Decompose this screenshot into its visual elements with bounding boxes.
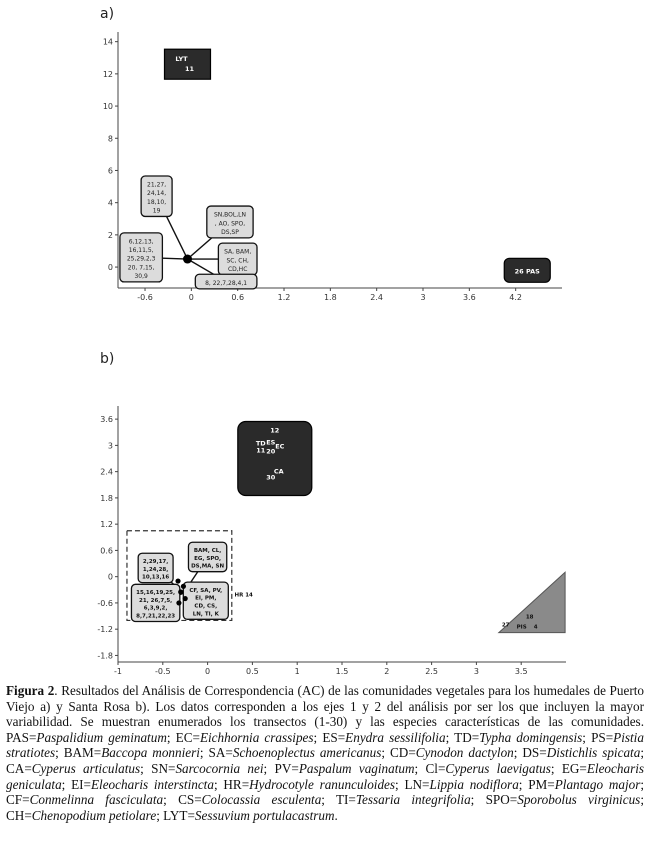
x-tick-label: 3 xyxy=(420,293,426,302)
callout-text: LN, TI, K xyxy=(192,611,219,618)
species-name: Lippia nodiflora xyxy=(429,776,519,792)
species-entry xyxy=(6,761,140,776)
species-entry xyxy=(64,745,200,760)
species-entry xyxy=(176,730,314,745)
callout-text: SC, CH, xyxy=(226,257,249,265)
callout-text: 30,9 xyxy=(134,272,148,280)
group-label: HR 14 xyxy=(234,592,253,599)
species-code: BAM= xyxy=(63,745,102,761)
species-entry xyxy=(426,761,551,776)
species-name: Paspalum vaginatum xyxy=(298,760,415,776)
callout-text: EI, PM, xyxy=(195,595,217,602)
species-entry xyxy=(71,777,214,792)
callout-text: 21,27, xyxy=(147,181,167,189)
callout-text: 15,16,19,25, xyxy=(136,590,176,597)
callout-text: SN,BOL,LN xyxy=(213,211,246,219)
species-code: SN= xyxy=(151,760,176,776)
callout-text: 1,24,28, xyxy=(142,566,169,573)
callout-text: 6,3,9,2, xyxy=(143,605,168,612)
callout-text: EG, SPO, xyxy=(194,555,222,562)
x-tick-label: 2.5 xyxy=(425,667,438,676)
y-tick-label: 1.8 xyxy=(100,493,113,503)
caption-label: Figura 2 xyxy=(6,683,55,698)
group-label: 4 xyxy=(533,624,538,631)
species-name: Hydrocotyle ranunculoides xyxy=(249,776,396,792)
species-code: EC= xyxy=(175,729,200,745)
centroid-point xyxy=(183,255,192,264)
callout-text: 8, 22,7,28,4,1 xyxy=(205,279,248,287)
species-name: Eleocharis geniculata xyxy=(6,760,644,792)
y-tick-label: 14 xyxy=(102,37,113,47)
species-name: Chenopodium petiolare xyxy=(31,807,157,823)
species-code: EI= xyxy=(71,776,91,792)
callout-text: DS,MA, SN xyxy=(191,563,225,570)
species-entry xyxy=(390,745,514,760)
species-name: Cynodon dactylon xyxy=(415,745,514,761)
y-tick-label: 10 xyxy=(102,102,113,112)
species-code: SPO= xyxy=(485,792,518,808)
species-entry xyxy=(275,761,415,776)
species-code: TI= xyxy=(335,792,356,808)
group-label: LYT xyxy=(175,55,188,64)
species-entry xyxy=(522,745,640,760)
species-name: Sarcocornia nei xyxy=(175,760,264,776)
group-label: PIS xyxy=(516,624,527,631)
x-tick-label: 0 xyxy=(205,667,211,676)
callout-text: 19 xyxy=(152,207,161,215)
species-name: Conmelinna fasciculata xyxy=(29,792,164,808)
group-box xyxy=(164,49,210,79)
species-name: Sessuvium portulacastrum xyxy=(194,807,335,823)
y-tick-label: 12 xyxy=(102,69,113,79)
species-entry xyxy=(322,730,445,745)
species-name: Sporobolus virginicus xyxy=(517,792,641,808)
species-legend: PAS=Paspalidium geminatum; EC=Eichhornia crassipes; ES=Enydra sessilifolia; TD=Typha domingensis; PS=Pistia stratiotes; BAM=Baccopa monnieri; SA=Schoenoplectus americanus; CD=Cynodon dactylon; DS=Distichlis spicata; CA=Cyperus articulatus; SN=Sarcocornia nei; PV=Paspalum vaginatum; Cl=Cyperus laevigatus; EG=Eleocharis geniculata; EI=Eleocharis interstincta; HR=Hydrocotyle ranunculoides; LN=Lippia nodiflora; PM=Plantago major; CF=Conmelinna fasciculata; CS=Colocassia esculenta; TI=Tessaria integrifolia; SPO=Sporobolus virginicus; CH=Chenopodium petiolare; LYT=Sessuvium portulacastrum. xyxy=(6,729,644,823)
species-code: CS= xyxy=(178,792,202,808)
callout-text: 8,7,21,22,23 xyxy=(136,613,176,620)
species-entry xyxy=(404,777,518,792)
species-code: CD= xyxy=(390,745,416,761)
species-entry xyxy=(336,792,471,807)
species-name: Pistia stratiotes xyxy=(6,729,644,761)
x-tick-label: -1 xyxy=(114,667,122,676)
x-tick-label: 0 xyxy=(188,293,194,302)
chart-panel-b xyxy=(97,351,566,676)
species-entry xyxy=(209,745,382,760)
group-label: 11 xyxy=(256,446,266,455)
y-tick-label: 3.6 xyxy=(100,415,113,425)
x-tick-label: 2.4 xyxy=(370,293,384,302)
species-code: CA= xyxy=(6,760,32,776)
y-tick-label: 4 xyxy=(107,198,113,208)
species-entry xyxy=(454,730,582,745)
species-entry xyxy=(151,761,263,776)
x-tick-label: -0.5 xyxy=(154,667,171,676)
y-tick-label: 6 xyxy=(107,166,113,176)
species-name: Typha domingensis xyxy=(479,729,583,745)
x-tick-label: -0.6 xyxy=(137,293,153,302)
x-tick-label: 2 xyxy=(384,667,390,676)
species-code: TD= xyxy=(454,729,480,745)
species-name: Baccopa monnieri xyxy=(101,745,200,761)
group-label: ES xyxy=(266,438,276,447)
species-name: Schoenoplectus americanus xyxy=(232,745,382,761)
group-label: TD xyxy=(255,439,266,448)
callout-text: 6,12,13, xyxy=(128,238,154,246)
species-entry xyxy=(6,730,167,745)
species-name: Plantago major xyxy=(554,776,641,792)
species-entry xyxy=(6,792,163,807)
transect-point xyxy=(178,589,183,594)
chart-panel-a xyxy=(100,6,562,302)
species-code: PS= xyxy=(591,729,614,745)
group-label: 12 xyxy=(270,426,280,435)
species-name: Eichhornia crassipes xyxy=(199,729,314,745)
callout-text: 2,29,17, xyxy=(142,559,169,566)
x-tick-label: 0.6 xyxy=(231,293,245,302)
y-tick-label: -0.6 xyxy=(97,598,113,608)
panel-label: a) xyxy=(100,6,115,22)
x-tick-label: 4.2 xyxy=(509,293,523,302)
callout-text: 25,29,2,3 xyxy=(126,255,156,263)
x-tick-label: 1.8 xyxy=(323,293,337,302)
panel-label: b) xyxy=(100,351,115,367)
species-entry xyxy=(486,792,641,807)
figure-caption xyxy=(6,683,644,823)
y-tick-label: 0.6 xyxy=(100,546,113,556)
transect-point xyxy=(181,584,186,589)
callout-text: 10,13,16 xyxy=(142,574,170,581)
callout-text: CD, CS, xyxy=(194,603,218,610)
callout-text: 18,10, xyxy=(147,198,167,206)
callout-text: CD,HC xyxy=(227,265,248,273)
y-tick-label: 0 xyxy=(107,572,113,582)
x-tick-label: 1.2 xyxy=(277,293,291,302)
species-name: Tessaria integrifolia xyxy=(355,792,471,808)
callout-text: 20, 7,15, xyxy=(127,264,155,272)
group-label: 18 xyxy=(525,614,534,621)
y-tick-label: 3 xyxy=(107,441,113,451)
y-tick-label: 2 xyxy=(107,230,113,240)
species-name: Colocassia esculenta xyxy=(201,792,322,808)
species-code: HR= xyxy=(223,776,250,792)
y-tick-label: -1.8 xyxy=(97,651,113,661)
species-code: LYT= xyxy=(163,807,195,823)
x-tick-label: 3 xyxy=(473,667,479,676)
species-entry xyxy=(528,777,640,792)
species-name: Enydra sessilifolia xyxy=(345,729,446,745)
species-entry xyxy=(163,808,334,823)
x-tick-label: 3.6 xyxy=(462,293,476,302)
group-label: 30 xyxy=(266,473,276,482)
species-name: Distichlis spicata xyxy=(546,745,641,761)
x-tick-label: 0.5 xyxy=(246,667,259,676)
species-code: PM= xyxy=(528,776,555,792)
species-name: Paspalidium geminatum xyxy=(36,729,167,745)
species-name: Eleocharis interstincta xyxy=(90,776,214,792)
callout-text: BAM, CL, xyxy=(193,548,222,555)
y-tick-label: -1.2 xyxy=(97,625,113,635)
transect-point xyxy=(183,596,188,601)
group-value: 11 xyxy=(184,65,195,74)
transect-point xyxy=(175,578,180,583)
species-code: SA= xyxy=(208,745,233,761)
species-code: CH= xyxy=(6,807,32,823)
callout-text: 21, 26,7,5, xyxy=(139,597,173,604)
group-label: 20 xyxy=(266,447,276,456)
callout-text: 24,14, xyxy=(147,190,167,198)
callout-text: CF, SA, PV, xyxy=(189,587,223,594)
species-code: ES= xyxy=(322,729,346,745)
species-code: PAS= xyxy=(6,729,37,745)
species-name: Cyperus laevigatus xyxy=(445,760,551,776)
species-code: Cl= xyxy=(425,760,446,776)
species-code: DS= xyxy=(522,745,547,761)
group-label: 27 xyxy=(501,622,510,629)
group-label: EC xyxy=(275,442,285,451)
x-tick-label: 1 xyxy=(294,667,300,676)
callout-text: , AO, SPO, xyxy=(214,220,246,228)
callout-text: DS,SP xyxy=(221,228,239,236)
species-code: LN= xyxy=(404,776,430,792)
x-tick-label: 1.5 xyxy=(335,667,349,676)
callout-text: SA, BAM, xyxy=(224,248,252,256)
y-tick-label: 0 xyxy=(107,263,113,273)
species-name: Cyperus articulatus xyxy=(31,760,141,776)
caption-text: . Resultados del Análisis de Correspondencia (AC) de las comunidades vegetales para los humedales de Puerto Viejo a) y Santa Rosa b). Los datos corresponden a los ejes 1 y 2 del análisis por ser los que incluyen la mayor variabilidad. Se muestran enumerados los transectos (1-30) y las especies características de las comunidades. xyxy=(6,683,644,730)
species-entry xyxy=(178,792,321,807)
y-tick-label: 8 xyxy=(107,134,113,144)
x-tick-label: 3.5 xyxy=(514,667,528,676)
transect-point xyxy=(176,600,181,605)
group-value: 26 PAS xyxy=(514,267,540,276)
species-code: PV= xyxy=(274,760,299,776)
species-entry xyxy=(223,777,395,792)
callout-text: 16,11,5, xyxy=(128,247,154,255)
y-tick-label: 1.2 xyxy=(100,520,113,530)
species-code: EG= xyxy=(561,760,587,776)
y-tick-label: 2.4 xyxy=(100,467,113,477)
group-label: CA xyxy=(273,467,284,476)
species-entry xyxy=(6,808,156,823)
species-code: CF= xyxy=(6,792,30,808)
